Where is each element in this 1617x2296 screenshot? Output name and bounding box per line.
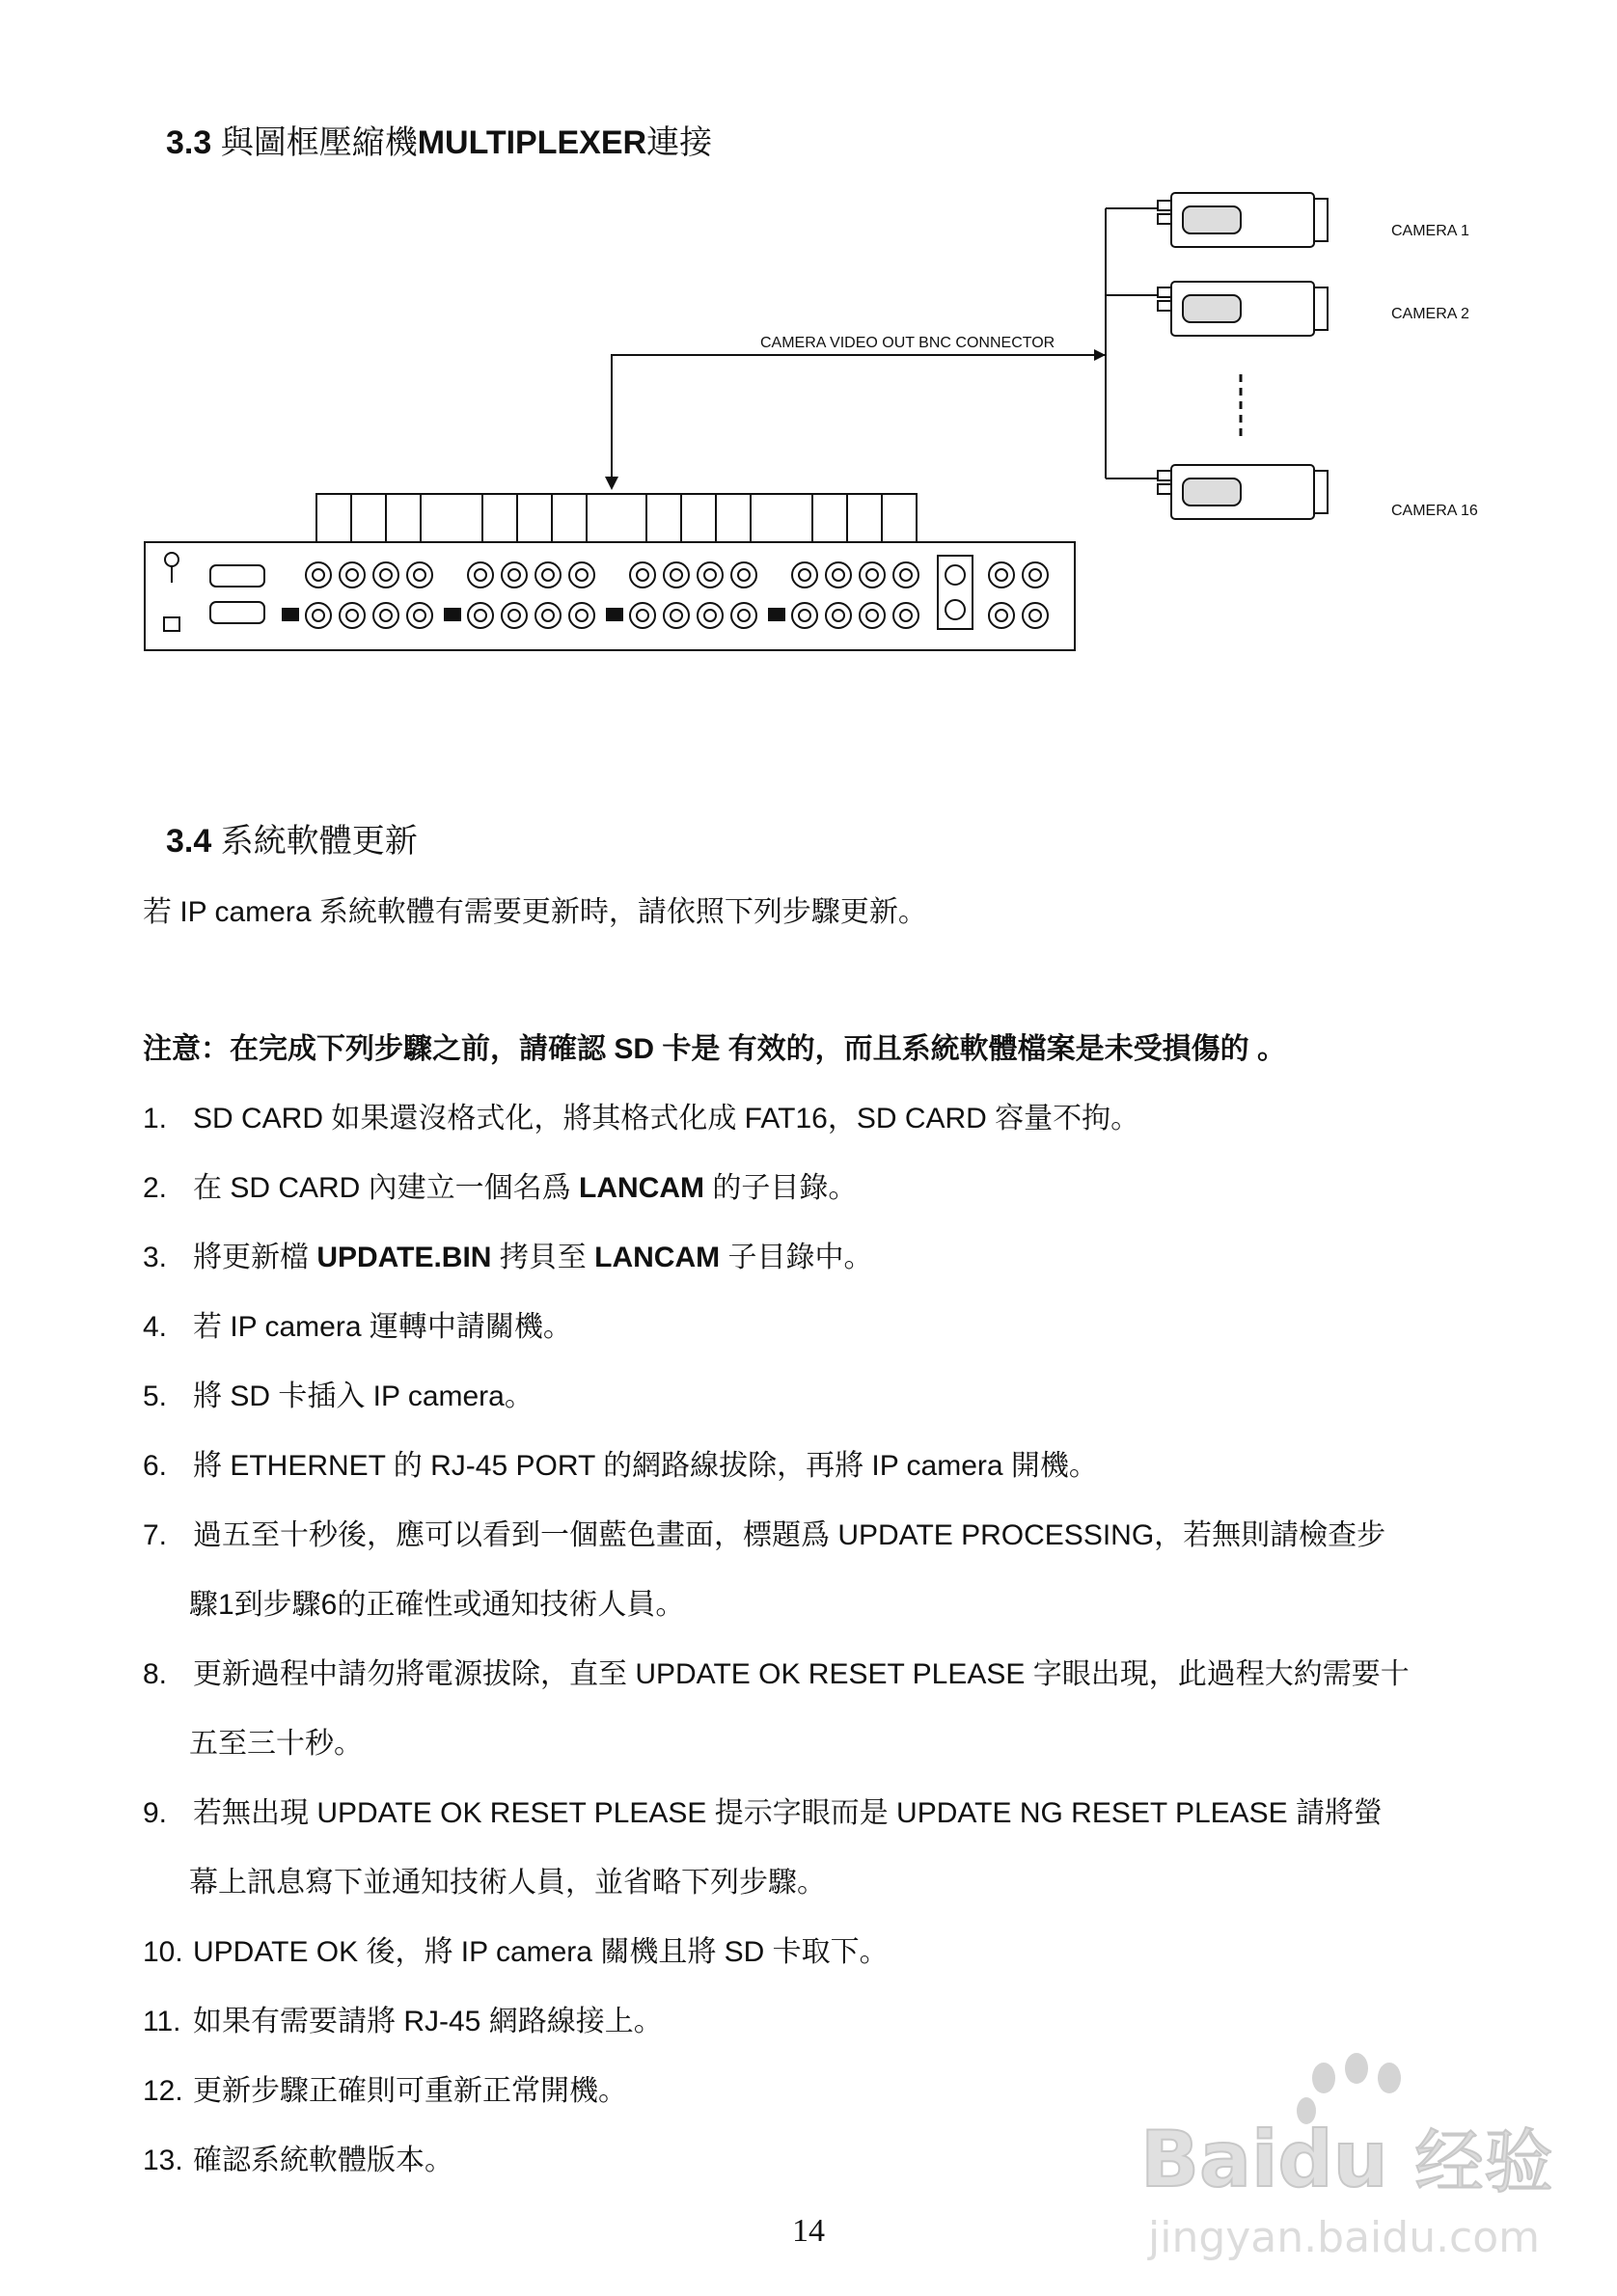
- multiplexer-wiring-diagram: [0, 0, 1617, 695]
- bnc-connector-core: [900, 569, 912, 581]
- bnc-connector-core: [833, 569, 844, 581]
- video-signal-line: [612, 355, 1106, 478]
- serial-port: [210, 565, 264, 587]
- step-continuation: 驟1到步驟6的正確性或通知技術人員。: [189, 1589, 685, 1621]
- section-title: 與圖框壓縮機: [220, 124, 418, 161]
- step-text: 更新步驟正確則可重新正常開機。: [193, 2075, 627, 2107]
- terminal-block: [282, 608, 299, 621]
- baidu-watermark: [1135, 2045, 1588, 2277]
- step-number: 2.: [143, 1172, 168, 1204]
- step-keyword: UPDATE.BIN: [316, 1242, 492, 1273]
- bnc-row-inputs: [306, 562, 1048, 588]
- step-text: 的子目錄。: [704, 1172, 858, 1204]
- camera-icon: [1158, 193, 1328, 247]
- section-3-4-heading: [166, 822, 418, 861]
- step-text: 將 ETHERNET 的 RJ-45 PORT 的網路線拔除，再將 IP camera 開機。: [193, 1450, 1098, 1482]
- bnc-connector-core: [576, 610, 588, 621]
- bnc-connector-core: [637, 610, 648, 621]
- step-text: UPDATE OK 後，將 IP camera 關機且將 SD 卡取下。: [193, 1936, 889, 1968]
- step-text: 將 SD 卡插入 IP camera。: [193, 1380, 534, 1412]
- section-title-tail: 連接: [646, 124, 713, 161]
- step-number: 4.: [143, 1311, 168, 1343]
- terminal-block: [444, 608, 461, 621]
- bnc-connector-core: [313, 610, 324, 621]
- step-item: [143, 1518, 1386, 1621]
- bnc-connector-core: [313, 569, 324, 581]
- step-number: 5.: [143, 1380, 168, 1412]
- step-text: 若無出現 UPDATE OK RESET PLEASE 提示字眼而是 UPDATE NG RESET PLEASE 請將螢: [193, 1797, 1384, 1829]
- step-text: 更新過程中請勿將電源拔除，直至 UPDATE OK RESET PLEASE 字眼出現，此過程大約需要十: [193, 1658, 1410, 1690]
- bnc-connector-core: [475, 610, 486, 621]
- bnc-connector-core: [380, 610, 392, 621]
- watermark-cn: 经验: [1414, 2121, 1554, 2202]
- camera-label: CAMERA 16: [1391, 503, 1478, 519]
- bnc-connector-core: [380, 569, 392, 581]
- bnc-connector-core: [704, 610, 716, 621]
- step-item: [143, 1449, 1098, 1484]
- step-number: 3.: [143, 1242, 168, 1273]
- terminal-block: [768, 608, 785, 621]
- bnc-connector-core: [346, 610, 358, 621]
- step-item: [143, 2144, 453, 2178]
- intro-paragraph: 若 IP camera 系統軟體有需要更新時，請依照下列步驟更新。: [143, 896, 927, 928]
- step-number: 11.: [143, 2006, 181, 2037]
- step-item: [143, 1796, 1384, 1899]
- bnc-connector-core: [542, 610, 554, 621]
- step-keyword: LANCAM: [579, 1172, 705, 1204]
- step-item: [143, 2005, 663, 2039]
- step-number: 7.: [143, 1519, 168, 1551]
- step-item: [143, 1380, 534, 1414]
- watermark-url: jingyan.baidu.com: [1148, 2213, 1541, 2262]
- notice-paragraph: 注意：在完成下列步驟之前，請確認 SD 卡是 有效的，而且系統軟體檔案是未受損傷的 。: [143, 1033, 1287, 1065]
- step-number: 10.: [143, 1936, 183, 1968]
- bnc-connector-core: [508, 569, 520, 581]
- watermark-brand: Baidu: [1140, 2115, 1388, 2204]
- step-number: 6.: [143, 1450, 168, 1482]
- step-item: [143, 1171, 857, 1206]
- step-text: 拷貝至: [491, 1242, 595, 1273]
- step-item: [143, 1241, 872, 1275]
- bnc-connector-core: [799, 610, 810, 621]
- multiplexer-body: [145, 542, 1075, 650]
- bnc-connector-core: [738, 569, 750, 581]
- step-item: [143, 2074, 627, 2109]
- step-number: 12.: [143, 2075, 183, 2107]
- step-text: 在 SD CARD 內建立一個名爲: [193, 1172, 580, 1204]
- signal-arrow: [605, 477, 618, 490]
- step-text: 確認系統軟體版本。: [193, 2145, 453, 2176]
- step-text: 若 IP camera 運轉中請關機。: [193, 1311, 572, 1343]
- bnc-connector-core: [866, 610, 878, 621]
- bnc-connector-core: [508, 610, 520, 621]
- bnc-connector-core: [671, 569, 682, 581]
- bnc-connector-core: [414, 610, 425, 621]
- bnc-connector-core: [866, 569, 878, 581]
- s-video-panel: [938, 556, 973, 629]
- camera-icon: [1158, 282, 1328, 336]
- bnc-connector-core: [542, 569, 554, 581]
- bnc-connector-core: [704, 569, 716, 581]
- step-item: [143, 1102, 1139, 1136]
- bnc-strip-dividers: [351, 494, 882, 542]
- camera-label: CAMERA 1: [1391, 223, 1469, 239]
- step-text: 如果有需要請將 RJ-45 網路線接上。: [193, 2006, 663, 2037]
- step-text: 過五至十秒後，應可以看到一個藍色畫面，標題爲 UPDATE PROCESSING，若無則請檢查步: [193, 1519, 1386, 1551]
- bnc-strip: [316, 494, 917, 542]
- step-keyword: LANCAM: [594, 1242, 721, 1273]
- ground-icon: [165, 553, 178, 566]
- bnc-connector-core: [996, 610, 1007, 621]
- camera-icon: [1158, 465, 1328, 519]
- step-continuation: 幕上訊息寫下並通知技術人員，並省略下列步驟。: [189, 1867, 826, 1899]
- bnc-connector-core: [900, 610, 912, 621]
- bnc-connector-core: [346, 569, 358, 581]
- bnc-connector-core: [996, 569, 1007, 581]
- step-number: 1.: [143, 1103, 168, 1134]
- step-number: 9.: [143, 1797, 168, 1829]
- section-number: 3.3: [166, 124, 212, 161]
- paw-icon: [1297, 2053, 1401, 2124]
- page-number: 14: [792, 2213, 825, 2249]
- bnc-connector-core: [414, 569, 425, 581]
- step-text: 將更新檔: [193, 1242, 317, 1273]
- bnc-connector-core: [738, 610, 750, 621]
- bnc-connector-core: [799, 569, 810, 581]
- step-text: 子目錄中。: [720, 1242, 873, 1273]
- step-number: 8.: [143, 1658, 168, 1690]
- step-item: [143, 1657, 1410, 1760]
- bnc-connector-core: [1029, 610, 1041, 621]
- bnc-connector-core: [637, 569, 648, 581]
- bnc-connector-core: [1029, 569, 1041, 581]
- terminal-block: [606, 608, 623, 621]
- step-item: [143, 1935, 889, 1970]
- bnc-connector-core: [475, 569, 486, 581]
- bnc-connector-core: [671, 610, 682, 621]
- camera-label: CAMERA 2: [1391, 306, 1469, 322]
- bnc-connector-core: [576, 569, 588, 581]
- bnc-connector-core: [833, 610, 844, 621]
- step-item: [143, 1310, 572, 1345]
- section-title-bold: MULTIPLEXER: [417, 124, 647, 161]
- bnc-row-loop: [306, 603, 1048, 628]
- connector-label: CAMERA VIDEO OUT BNC CONNECTOR: [760, 335, 1055, 351]
- serial-port: [210, 602, 264, 623]
- step-continuation: 五至三十秒。: [189, 1728, 363, 1760]
- section-number: 3.4: [166, 823, 212, 860]
- step-number: 13.: [143, 2145, 183, 2176]
- step-text: SD CARD 如果還沒格式化，將其格式化成 FAT16，SD CARD 容量不拘。: [193, 1103, 1140, 1134]
- section-title: 系統軟體更新: [220, 823, 418, 860]
